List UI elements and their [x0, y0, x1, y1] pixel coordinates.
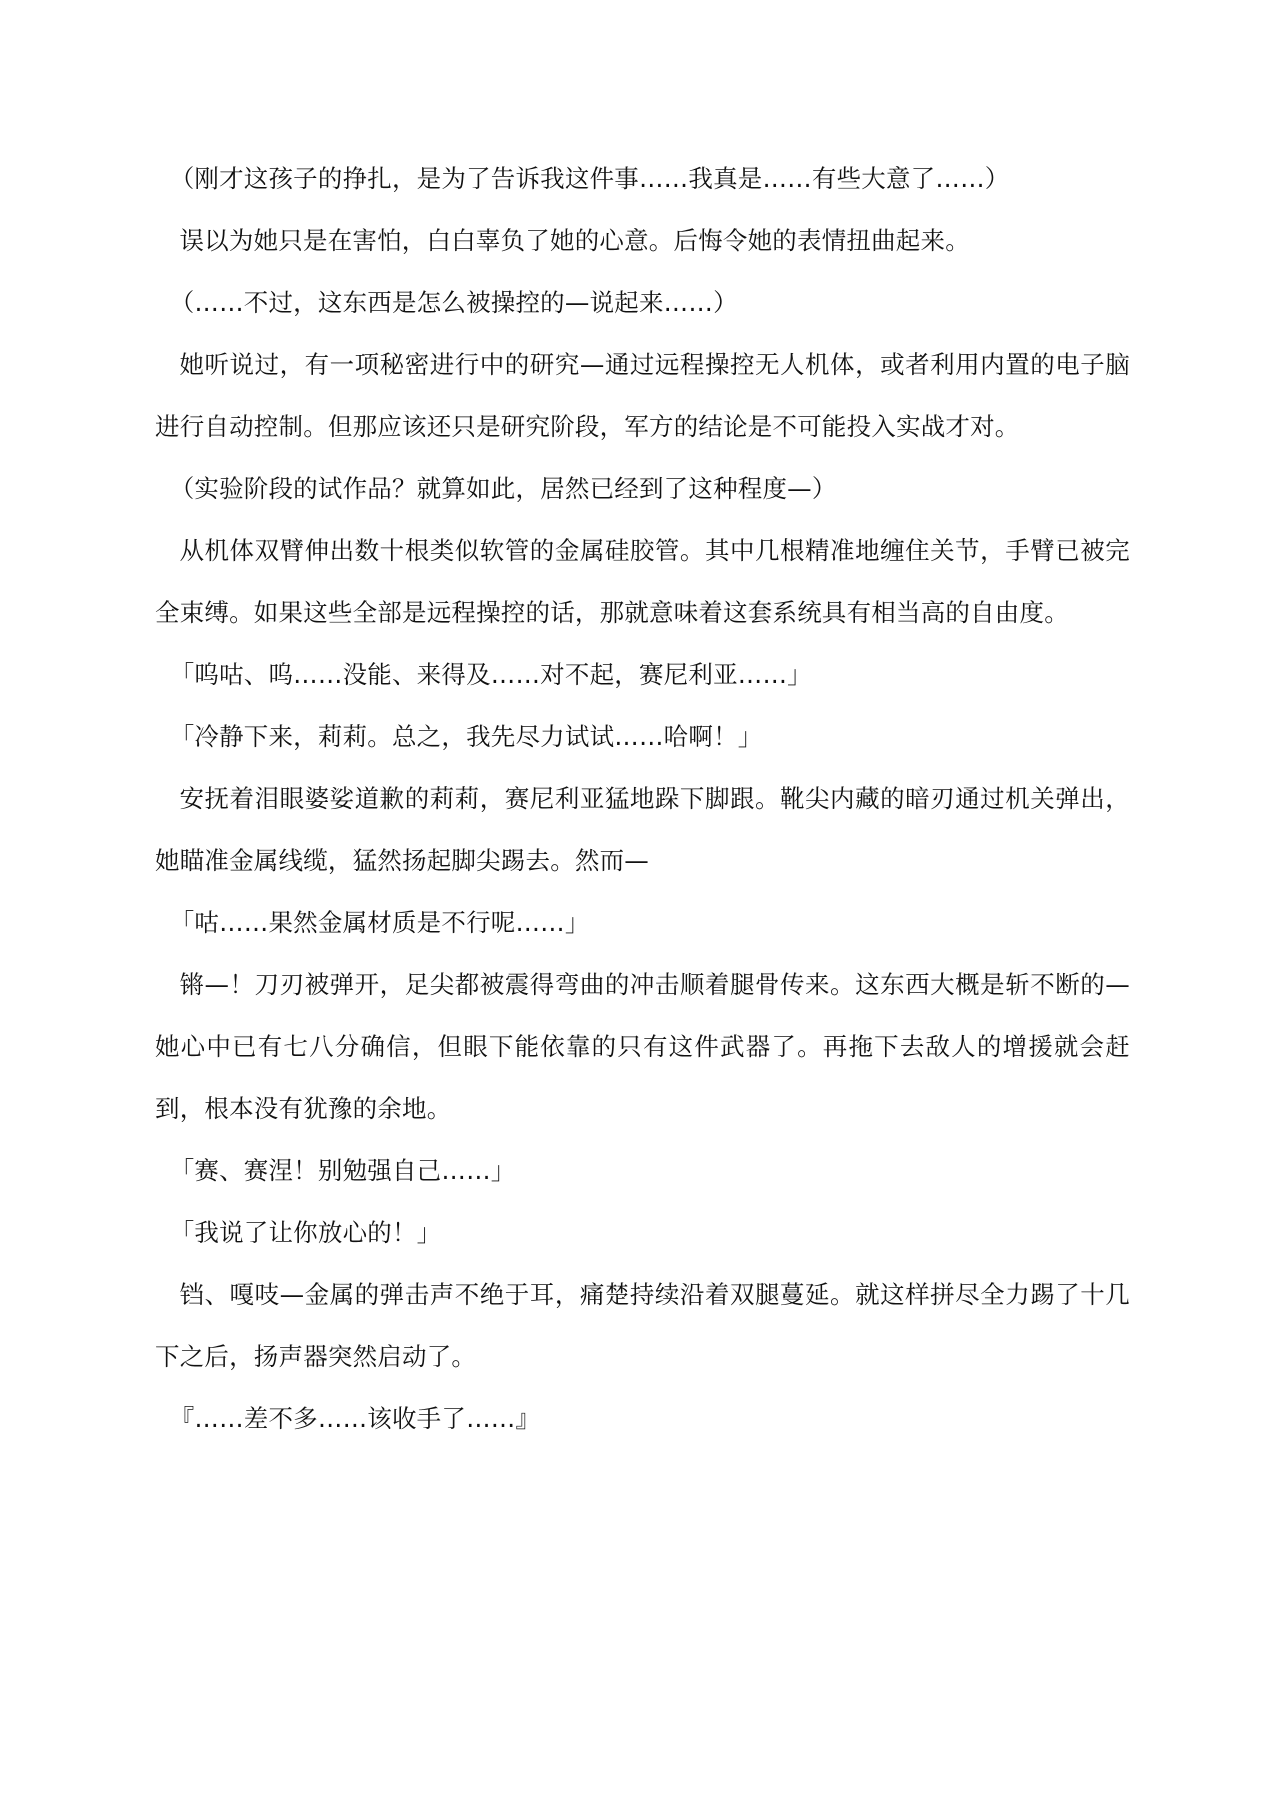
paragraph-narration: 从机体双臂伸出数十根类似软管的金属硅胶管。其中几根精准地缠住关节，手臂已被完全束缚。如果这些全部是远程操控的话，那就意味着这套系统具有相当高的自由度。: [155, 536, 1130, 627]
paragraph-narration: 误以为她只是在害怕，白白辜负了她的心意。后悔令她的表情扭曲起来。: [179, 226, 970, 255]
paragraph-dialogue: 「我说了让你放心的！」: [169, 1218, 442, 1247]
paragraph-dialogue: 「咕……果然金属材质是不行呢……」: [169, 908, 590, 937]
paragraph-thought: （实验阶段的试作品？就算如此，居然已经到了这种程度—）: [169, 474, 837, 503]
paragraph-speaker-dialogue: 『……差不多……该收手了……』: [169, 1404, 541, 1433]
paragraph-thought: （刚才这孩子的挣扎，是为了告诉我这件事……我真是……有些大意了……）: [169, 164, 1010, 193]
paragraph-dialogue: 「赛、赛涅！别勉强自己……」: [169, 1156, 516, 1185]
paragraph-narration: 铛、嘎吱—金属的弹击声不绝于耳，痛楚持续沿着双腿蔓延。就这样拼尽全力踢了十几下之后，扬声器突然启动了。: [155, 1280, 1130, 1371]
paragraph-narration: 安抚着泪眼婆娑道歉的莉莉，赛尼利亚猛地跺下脚跟。靴尖内藏的暗刃通过机关弹出，她瞄准金属线缆，猛然扬起脚尖踢去。然而—: [155, 784, 1130, 875]
document-page: [155, 148, 1130, 1450]
paragraph-narration: 她听说过，有一项秘密进行中的研究—通过远程操控无人机体，或者利用内置的电子脑进行自动控制。但那应该还只是研究阶段，军方的结论是不可能投入实战才对。: [155, 350, 1130, 441]
paragraph-dialogue: 「呜咕、呜……没能、来得及……对不起，赛尼利亚……」: [169, 660, 812, 689]
paragraph-thought: （……不过，这东西是怎么被操控的—说起来……）: [169, 288, 738, 317]
paragraph-narration: 锵—！刀刃被弹开，足尖都被震得弯曲的冲击顺着腿骨传来。这东西大概是斩不断的—她心中已有七八分确信，但眼下能依靠的只有这件武器了。再拖下去敌人的增援就会赶到，根本没有犹豫的余地。: [155, 970, 1130, 1123]
paragraph-dialogue: 「冷静下来，莉莉。总之，我先尽力试试……哈啊！」: [169, 722, 763, 751]
